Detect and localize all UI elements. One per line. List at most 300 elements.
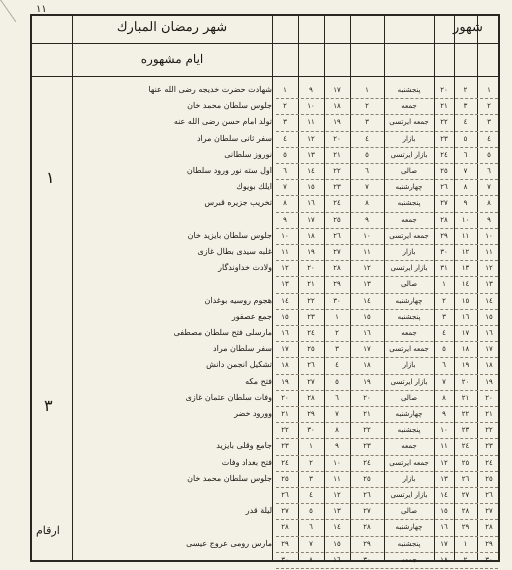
table-cell-c4: ٥	[365, 150, 369, 159]
table-cell-day: پنجشنبه	[397, 312, 421, 321]
table-cell-d2: ١٢	[461, 248, 470, 256]
table-cell-c3: ١٦	[333, 555, 341, 564]
table-cell-d3: ٢٢	[485, 426, 493, 435]
table-cell-c1: ١٤	[281, 296, 289, 305]
table-cell-c2: ٣	[309, 474, 313, 483]
event-text: سفر سلطان مراد	[213, 344, 272, 354]
table-cell-c4: ٢٦	[363, 491, 371, 499]
table-cell-day: چهارشنبه	[395, 296, 423, 305]
table-cell-c4: ٢٩	[363, 539, 371, 548]
event-text: شهادت حضرت خديجه رضى الله عنها	[148, 85, 272, 94]
table-cell-d3: ٥	[487, 150, 491, 159]
table-cell-c4: ١٠	[363, 231, 371, 240]
table-cell-c3: ٦	[335, 393, 339, 402]
table-cell-c2: ٢٨	[307, 393, 315, 402]
table-cell-c4: ٢٤	[363, 458, 371, 467]
table-cell-day: چهارشنبه	[395, 523, 423, 532]
table-cell-d3: ١٩	[485, 377, 493, 386]
table-cell-d2: ١٣	[461, 264, 470, 273]
table-row	[32, 114, 498, 130]
table-cell-d1: ٢٩	[440, 231, 448, 240]
side-note-bottom: ارقام	[36, 524, 60, 537]
table-cell-c1: ٢	[283, 102, 287, 111]
table-cell-c4: ٤	[365, 134, 369, 143]
table-row	[32, 276, 498, 292]
table-cell-c3: ٢٦	[333, 231, 341, 240]
left-group-title: شهر رمضان المبارك	[116, 20, 228, 35]
header-bottom	[32, 76, 498, 77]
event-text: جلوس سلطان محمد خان	[187, 473, 272, 483]
table-cell-d3: ١٨	[485, 361, 493, 370]
table-cell-day: بازار ايرتسى	[390, 377, 428, 386]
table-cell-c4: ٢٨	[363, 523, 371, 532]
table-cell-c3: ٢٥	[333, 215, 341, 224]
table-cell-c4: ٣	[365, 118, 369, 127]
table-cell-d3: ٩	[487, 215, 491, 224]
table-cell-d1: ٣٠	[440, 248, 448, 256]
table-cell-c1: ١٣	[281, 280, 289, 289]
table-row	[32, 357, 498, 373]
table-cell-c3: ٢٨	[333, 264, 341, 273]
table-cell-d3: ١٠	[485, 231, 493, 240]
table-cell-day: صالى	[400, 393, 418, 402]
table-cell-c1: ٤	[283, 134, 287, 143]
table-cell-c4: ٢٣	[363, 442, 371, 451]
table-cell-d1: ١٤	[440, 491, 448, 499]
table-cell-c4: ٢١	[363, 410, 371, 418]
table-row	[32, 374, 498, 390]
table-cell-c1: ٢٤	[281, 458, 289, 467]
table-cell-day: صالى	[400, 167, 418, 175]
event-text: ايلك بويوك	[236, 182, 272, 192]
table-cell-c4: ٩	[365, 215, 369, 224]
table-cell-c4: ٢٧	[363, 507, 371, 516]
table-cell-c2: ٦	[309, 523, 313, 532]
table-cell-d1: ٢٤	[440, 150, 448, 159]
table-cell-d3: ١٥	[485, 312, 493, 321]
table-cell-d1: ٣١	[440, 264, 448, 273]
table-cell-c3: ١٣	[333, 507, 341, 516]
table-cell-c2: ١٦	[307, 199, 315, 208]
table-cell-d3: ٣٠	[485, 555, 493, 564]
table-cell-d2: ٢٤	[461, 442, 470, 451]
table-cell-c1: ٣	[283, 118, 287, 127]
table-cell-d2: ٢٠	[461, 377, 470, 386]
table-cell-c4: ١٨	[363, 361, 371, 370]
table-cell-c2: ٧	[309, 539, 313, 548]
table-cell-d2: ٢٦	[461, 474, 470, 483]
table-cell-d1: ٧	[442, 377, 446, 386]
table-cell-d3: ١٢	[485, 264, 493, 273]
row-divider	[276, 568, 498, 569]
table-row	[32, 406, 498, 422]
right-group-title: شهور	[453, 20, 483, 35]
table-cell-d3: ١٦	[485, 329, 493, 337]
table-cell-d1: ١٣	[440, 474, 448, 483]
table-cell-c4: ٢	[365, 102, 369, 111]
table-cell-c3: ٢٩	[333, 280, 341, 289]
table-cell-day: بازار	[402, 248, 416, 256]
table-cell-d2: ١٤	[461, 280, 470, 289]
table-cell-c1: ١	[283, 86, 287, 94]
table-cell-c4: ١	[365, 86, 369, 94]
table-cell-c3: ٢٤	[333, 199, 341, 208]
table-cell-c3: ٢١	[333, 150, 341, 159]
table-cell-c2: ١٣	[307, 150, 315, 159]
table-row	[32, 455, 498, 471]
table-row	[32, 390, 498, 406]
table-cell-c2: ٨	[309, 555, 313, 564]
table-cell-d1: ٥	[442, 345, 446, 354]
event-text: مارس رومى عروج عيسى	[186, 538, 272, 548]
event-text: غلبه سيدى بطال غازى	[197, 247, 272, 256]
table-cell-d2: ٣	[463, 102, 468, 111]
table-cell-c4: ١٣	[363, 280, 371, 289]
table-cell-c4: ٢٥	[363, 474, 371, 483]
table-cell-d2: ٢٣	[461, 426, 470, 435]
table-cell-c2: ٢٦	[307, 361, 315, 370]
table-row	[32, 82, 498, 98]
table-cell-d2: ٢	[463, 86, 468, 94]
table-cell-d2: ١٦	[461, 312, 470, 321]
table-cell-day: جمعه	[401, 442, 417, 451]
table-cell-c1: ١٠	[281, 231, 289, 240]
table-cell-c3: ٢٠	[333, 134, 341, 143]
table-cell-c1: ٢٨	[281, 523, 289, 532]
table-cell-c1: ٦	[283, 167, 287, 175]
table-cell-c1: ١٧	[281, 345, 289, 354]
table-cell-d2: ٢٥	[461, 458, 470, 467]
table-cell-c2: ٢	[309, 458, 313, 467]
table-cell-d3: ٦	[487, 167, 491, 175]
table-cell-c1: ٨	[283, 199, 287, 208]
table-cell-c3: ٩	[335, 442, 339, 451]
table-cell-d1: ١٥	[440, 507, 448, 516]
table-cell-d1: ٨	[442, 393, 446, 402]
table-cell-d3: ١٤	[485, 296, 493, 305]
table-cell-c3: ١٥	[333, 539, 341, 548]
table-cell-c2: ٥	[309, 507, 313, 516]
table-cell-day: صالى	[400, 507, 418, 516]
table-cell-c3: ١٢	[333, 491, 341, 499]
table-cell-c2: ١١	[307, 118, 315, 127]
table-cell-d2: ٩	[463, 199, 468, 208]
event-text: وفات سلطان عثمان غازى	[185, 392, 272, 402]
table-cell-c1: ١٢	[281, 264, 289, 273]
table-cell-c1: ٩	[283, 215, 287, 224]
table-cell-c4: ٦	[365, 167, 369, 175]
event-text: نوروز سلطانى	[224, 149, 272, 159]
table-cell-d3: ٧	[487, 183, 491, 192]
table-cell-day: صالى	[400, 280, 418, 289]
table-row	[32, 471, 498, 487]
table-cell-c2: ٢٧	[307, 377, 315, 386]
table-cell-d1: ٢٦	[440, 183, 448, 192]
table-row	[32, 341, 498, 357]
table-cell-day: جمعه ايرتسى	[389, 458, 429, 467]
table-cell-d1: ٩	[442, 410, 446, 418]
table-cell-c3: ٢	[335, 329, 339, 337]
table-cell-d2: ٦	[463, 150, 468, 159]
table-cell-c2: ٢٥	[307, 345, 315, 354]
table-cell-d1: ١٨	[440, 555, 448, 564]
table-cell-c4: ٢٠	[363, 393, 371, 402]
table-row	[32, 293, 498, 309]
table-cell-c2: ١٧	[307, 215, 315, 224]
event-text: جمع عصفور	[231, 311, 272, 321]
table-cell-d3: ١	[487, 86, 491, 94]
table-cell-day: پنجشنبه	[397, 199, 421, 208]
table-cell-day: بازار ايرتسى	[390, 150, 428, 159]
table-cell-c2: ١٤	[307, 167, 315, 175]
event-text: وورود خضر	[234, 409, 272, 418]
table-row	[32, 260, 498, 276]
table-cell-c2: ٢٩	[307, 410, 315, 418]
header-divider	[32, 43, 498, 44]
table-cell-d3: ٢٦	[485, 491, 493, 499]
table-cell-d1: ٢٣	[440, 134, 448, 143]
table-cell-c3: ١٨	[333, 102, 341, 111]
event-text: هجوم روسيه بوغدان	[204, 295, 272, 305]
table-cell-d2: ١١	[461, 231, 470, 240]
table-cell-day: پنجشنبه	[397, 426, 421, 435]
table-cell-c3: ٣	[335, 345, 339, 354]
table-cell-day: بازار ايرتسى	[390, 491, 428, 499]
table-cell-c1: ٢١	[281, 410, 289, 418]
table-cell-d2: ٢٨	[461, 507, 470, 516]
table-cell-d2: ١٧	[461, 329, 470, 337]
table-cell-day: بازار	[402, 134, 416, 143]
table-cell-c1: ٢٧	[281, 507, 289, 516]
table-row	[32, 519, 498, 535]
event-text: جلوس سلطان محمد خان	[187, 101, 272, 111]
table-cell-d2: ٢٧	[461, 491, 470, 499]
table-cell-c1: ١٦	[281, 329, 289, 337]
table-cell-c2: ٢٠	[307, 264, 315, 273]
table-cell-d3: ٢٤	[485, 458, 493, 467]
table-cell-d3: ٨	[487, 199, 491, 208]
table-cell-d1: ٣	[442, 312, 446, 321]
table-cell-c3: ١	[335, 312, 339, 321]
table-cell-day: چهارشنبه	[395, 183, 423, 192]
table-cell-c3: ٢٧	[333, 248, 341, 256]
table-cell-c4: ٨	[365, 199, 369, 208]
table-cell-d1: ٢٥	[440, 167, 448, 175]
table-cell-d3: ٢٨	[485, 523, 493, 532]
table-cell-d1: ٢٢	[440, 118, 448, 127]
table-cell-d1: ١٠	[440, 426, 448, 435]
table-cell-d2: ٢٢	[461, 410, 470, 418]
table-cell-d1: ٢١	[440, 102, 448, 111]
table-cell-d1: ٢٧	[440, 199, 448, 208]
table-cell-c3: ٧	[335, 410, 339, 418]
table-row	[32, 422, 498, 438]
table-cell-d1: ٢	[442, 296, 446, 305]
table-cell-c1: ٣٠	[281, 555, 289, 564]
table-cell-c4: ١٢	[363, 264, 371, 273]
table-row	[32, 552, 498, 568]
table-cell-c3: ٤	[335, 361, 339, 370]
table-cell-c3: ١٧	[333, 86, 341, 94]
table-cell-c1: ٢٢	[281, 426, 289, 435]
table-row	[32, 309, 498, 325]
table-cell-c4: ١٧	[363, 345, 371, 354]
table-row	[32, 163, 498, 179]
table-cell-d1: ١٧	[440, 539, 448, 548]
table-cell-c4: ١٤	[363, 296, 371, 305]
table-cell-c1: ١٩	[281, 377, 289, 386]
table-cell-c3: ٥	[335, 377, 339, 386]
table-cell-c4: ١٩	[363, 377, 371, 386]
table-cell-d3: ٢٧	[485, 507, 493, 516]
table-cell-d1: ١	[442, 280, 446, 289]
table-cell-c3: ١٩	[333, 118, 341, 127]
event-text: فتح مكه	[245, 376, 272, 386]
table-row	[32, 244, 498, 260]
event-text: تشكيل انجمن دانش	[206, 360, 272, 370]
table-cell-c4: ١٥	[363, 312, 371, 321]
table-row	[32, 212, 498, 228]
table-row	[32, 438, 498, 454]
table-cell-d2: ١٥	[461, 296, 470, 305]
table-cell-d1: ١٢	[440, 458, 448, 467]
table-cell-d3: ٢١	[485, 410, 493, 418]
table-cell-day: جمعه ايرتسى	[389, 118, 429, 127]
table-row	[32, 487, 498, 503]
event-text: ليلة قدر	[245, 506, 272, 516]
table-cell-d2: ٢	[463, 555, 468, 564]
table-cell-c3: ١١	[333, 474, 341, 483]
calendar-table	[30, 14, 500, 562]
table-cell-c1: ٢٩	[281, 539, 289, 548]
event-text: اول سته نور ورود سلطان	[186, 166, 272, 175]
table-cell-c1: ١١	[281, 248, 289, 256]
table-cell-c2: ٢٤	[307, 329, 315, 337]
table-cell-day: پنجشنبه	[397, 86, 421, 94]
table-cell-c1: ٥	[283, 150, 287, 159]
table-cell-c3: ٢٣	[333, 183, 341, 192]
table-cell-c3: ٨	[335, 426, 339, 435]
table-cell-day: جمعه ايرتسى	[389, 345, 429, 354]
page-number: ١١	[36, 4, 47, 15]
table-row	[32, 179, 498, 195]
table-row	[32, 325, 498, 341]
table-cell-day: جمعه	[401, 215, 417, 224]
table-cell-c3: ١٠	[333, 458, 341, 467]
table-cell-d1: ٢٨	[440, 215, 448, 224]
table-cell-c2: ١٨	[307, 231, 315, 240]
event-text: ولادت خداوندگار	[218, 263, 272, 273]
table-row	[32, 98, 498, 114]
table-cell-c2: ١	[309, 442, 313, 451]
table-cell-day: پنجشنبه	[397, 539, 421, 548]
side-note-middle: ٣	[44, 396, 53, 415]
table-cell-c4: ٣٠	[363, 555, 371, 564]
table-cell-d2: ٨	[463, 183, 468, 192]
table-cell-day: بازار ايرتسى	[390, 264, 428, 273]
table-cell-d2: ١٩	[461, 361, 470, 370]
table-row	[32, 131, 498, 147]
table-cell-d1: ١٦	[440, 523, 448, 532]
table-cell-d3: ٢٠	[485, 393, 493, 402]
table-cell-c3: ١٤	[333, 523, 341, 532]
table-cell-day: بازار	[402, 361, 416, 370]
table-cell-d1: ٤	[442, 329, 446, 337]
table-cell-day: جمعه ايرتسى	[389, 231, 429, 240]
side-note-top: ١	[46, 168, 55, 187]
table-cell-c2: ٢٢	[307, 296, 315, 305]
table-cell-c3: ٣٠	[333, 296, 341, 305]
event-text: مارسلى فتح سلطان مصطفى	[173, 328, 272, 337]
table-cell-d2: ١٨	[461, 345, 470, 354]
table-cell-d3: ٢٣	[485, 442, 493, 451]
table-cell-c1: ١٥	[281, 312, 289, 321]
event-text: تولد امام حسن رضى الله عنه	[173, 117, 272, 127]
table-cell-c4: ٢٢	[363, 426, 371, 435]
table-cell-d3: ٢	[487, 102, 491, 111]
table-cell-c4: ١١	[363, 248, 371, 256]
table-cell-d2: ٤	[463, 118, 468, 127]
table-cell-day: جمعه	[401, 329, 417, 337]
table-cell-d3: ٢٥	[485, 474, 493, 483]
table-cell-d2: ٢٩	[461, 523, 470, 532]
table-cell-c2: ٩	[309, 86, 313, 94]
table-cell-c2: ١٢	[307, 134, 315, 143]
table-cell-d3: ٤	[487, 134, 491, 143]
table-cell-d3: ٢٩	[485, 539, 493, 548]
table-cell-d3: ١٣	[485, 280, 493, 289]
table-cell-d2: ٥	[463, 134, 468, 143]
table-cell-d1: ٦	[442, 361, 446, 370]
table-row	[32, 503, 498, 519]
table-cell-d3: ١٧	[485, 345, 493, 354]
table-cell-c1: ٢٥	[281, 474, 289, 483]
table-cell-day: بازار	[402, 474, 416, 483]
table-cell-c2: ٤	[309, 491, 313, 499]
table-cell-d2: ١	[463, 539, 468, 548]
table-row	[32, 147, 498, 163]
table-cell-c3: ٢٢	[333, 167, 341, 175]
table-cell-d2: ٧	[463, 167, 468, 175]
table-row	[32, 195, 498, 211]
table-cell-c2: ٢١	[307, 280, 315, 289]
table-cell-d1: ٢٠	[440, 86, 448, 94]
table-cell-c2: ١٥	[307, 183, 315, 192]
table-cell-d3: ١١	[485, 248, 493, 256]
table-cell-c2: ١٠	[307, 102, 315, 111]
table-cell-day: جمعه	[401, 102, 417, 111]
table-cell-c4: ٧	[365, 183, 369, 192]
table-cell-day: چهارشنبه	[395, 410, 423, 418]
event-text: جامع وقلى بايزيد	[216, 441, 272, 451]
event-text: فتح بغداد وفات	[221, 457, 272, 467]
table-cell-c1: ١٨	[281, 361, 289, 370]
table-cell-c2: ٢٣	[307, 312, 315, 321]
table-cell-d2: ١٠	[461, 215, 470, 224]
table-cell-c1: ٢٦	[281, 491, 289, 499]
table-row	[32, 536, 498, 552]
event-text: جلوس سلطان بايزيد خان	[187, 230, 272, 240]
event-text: تخريب جزيره قبرس	[204, 198, 272, 208]
table-cell-c2: ١٩	[307, 248, 315, 256]
table-row	[32, 228, 498, 244]
table-cell-d3: ٣	[487, 118, 491, 127]
table-cell-d2: ٢١	[461, 393, 470, 402]
event-text: سفر ثانى سلطان مراد	[196, 133, 272, 143]
table-cell-c1: ٢٣	[281, 442, 289, 451]
table-cell-d1: ١١	[440, 442, 448, 451]
table-cell-c2: ٣٠	[307, 426, 315, 435]
